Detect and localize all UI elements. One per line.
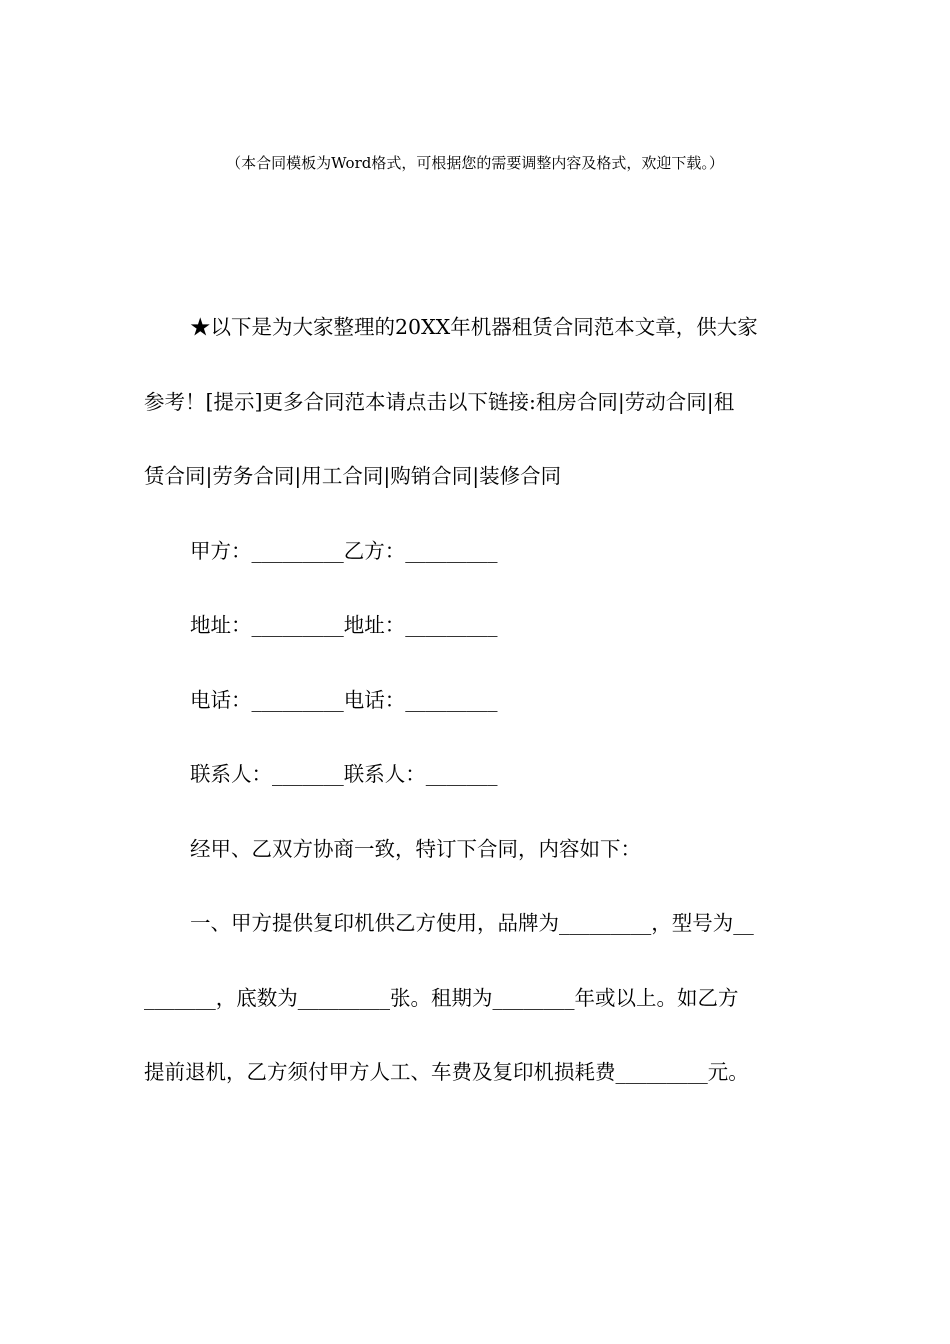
template-note: （本合同模板为Word格式，可根据您的需要调整内容及格式，欢迎下载。）	[226, 154, 724, 172]
party-phone-line: 电话：_________电话：_________	[190, 687, 498, 712]
clause-1-line-2: _______，底数为_________张。租期为________年或以上。如乙方	[144, 985, 739, 1010]
intro-line-2: 参考！[提示]更多合同范本请点击以下链接:租房合同|劳动合同|租	[144, 389, 735, 414]
clause-1	[144, 886, 808, 1110]
clause-1-line-1: 一、甲方提供复印机供乙方使用，品牌为_________，型号为__	[190, 911, 754, 935]
intro-line-1: ★以下是为大家整理的20XX年机器租赁合同范本文章，供大家	[190, 315, 758, 339]
agreement-statement: 经甲、乙双方协商一致，特订下合同，内容如下：	[190, 836, 641, 861]
clause-1-line-3: 提前退机，乙方须付甲方人工、车费及复印机损耗费_________元。	[144, 1060, 749, 1084]
party-address-line: 地址：_________地址：_________	[190, 613, 498, 637]
party-contact-line: 联系人：_______联系人：_______	[190, 762, 498, 786]
party-names-line: 甲方：_________乙方：_________	[190, 538, 498, 563]
intro-paragraph	[144, 290, 808, 514]
intro-line-3: 赁合同|劳务合同|用工合同|购销合同|装修合同	[144, 464, 562, 488]
document-body	[144, 290, 808, 1110]
